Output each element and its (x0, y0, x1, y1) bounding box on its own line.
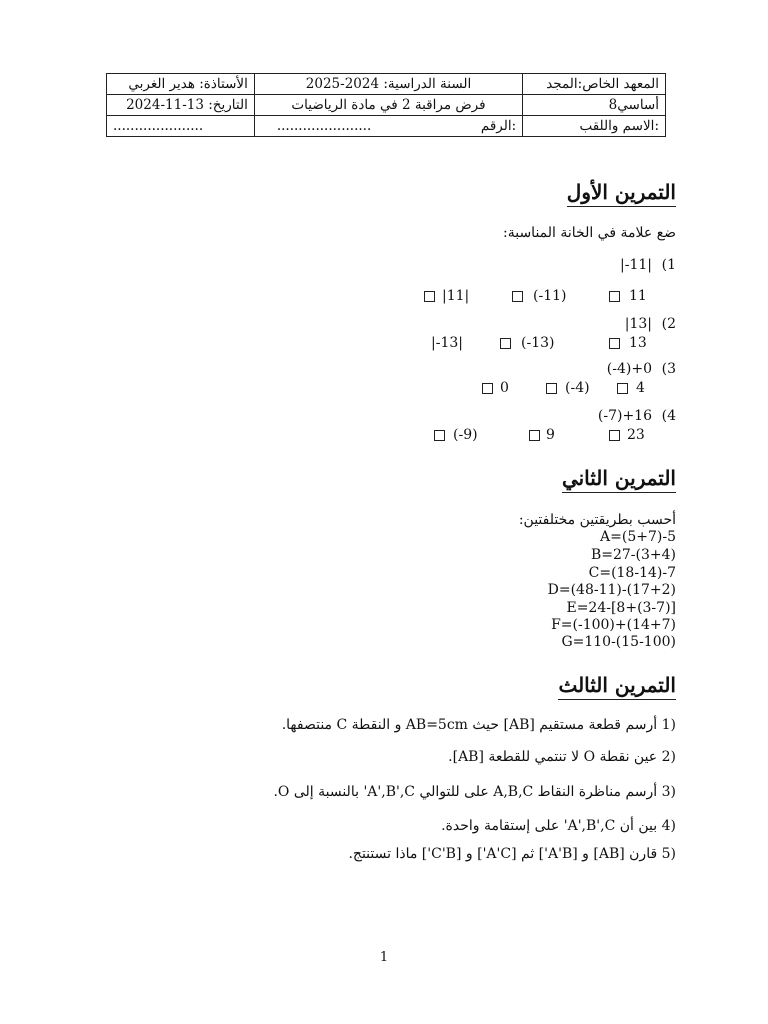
teacher: الأستاذة: هدير الغربي (107, 74, 255, 95)
checkbox[interactable] (500, 338, 511, 349)
equation-d: D=(48-11)-(17+2) (547, 582, 676, 598)
checkbox[interactable] (482, 383, 493, 394)
q4-expression: (-7)+16 (597, 408, 652, 424)
ex3-item-1-number: (1 (661, 717, 676, 733)
checkbox[interactable] (546, 383, 557, 394)
number-label: الرقم: (480, 118, 517, 134)
ex3-item-3-text: أرسم مناظرة النقاط A,B,C على للتوالي A',B',C' بالنسبة إلى O. (273, 784, 658, 800)
q3-option-1: 4 (636, 380, 645, 396)
q4-number: (4 (661, 408, 676, 424)
q2-expression: |13| (624, 316, 652, 332)
checkbox[interactable] (609, 338, 620, 349)
equation-e: E=24-[8+(3-7)] (566, 600, 676, 616)
equation-a: A=(5+7)-5 (600, 529, 676, 545)
ex3-item-4-number: (4 (661, 818, 676, 834)
school-name: المعهد الخاص:المجد (523, 74, 666, 95)
q2-option-2: (-13) (521, 335, 555, 351)
q4-option-1: 23 (627, 427, 645, 443)
ex3-item-5-text: قارن [AB] و [A'B'] ثم [A'C'] و [C'B'] ماذا تستنتج. (348, 846, 658, 862)
q2-number: (2 (661, 316, 676, 332)
checkbox[interactable] (609, 430, 620, 441)
test-title: فرض مراقبة 2 في مادة الرياضيات (254, 95, 522, 116)
q1-option-1: 11 (629, 288, 647, 304)
ex3-item-4-text: بين أن A',B',C' على إستقامة واحدة. (441, 818, 658, 834)
ex3-item-5-number: (5 (661, 846, 676, 862)
name-label: الاسم واللقب: (523, 116, 666, 137)
q4-option-3: (-9) (453, 427, 478, 443)
ex1-instruction: ضع علامة في الخانة المناسبة: (503, 225, 676, 241)
equation-f: F=(-100)+(14+7) (551, 617, 676, 633)
q3-option-3: 0 (500, 380, 509, 396)
q3-number: (3 (661, 361, 676, 377)
equation-g: G=110-(15-100) (561, 634, 676, 650)
ex3-title: التمرين الثالث (558, 673, 676, 700)
ex3-item-4 (441, 818, 676, 834)
checkbox[interactable] (529, 430, 540, 441)
ex3-item-3 (273, 784, 676, 800)
school-year: السنة الدراسية: 2024-2025 (254, 74, 522, 95)
ex3-item-3-number: (3 (661, 784, 676, 800)
ex3-item-2-number: (2 (661, 749, 676, 765)
header-table (106, 73, 666, 137)
ex1-title: التمرين الأول (567, 180, 676, 207)
q2-option-1: 13 (629, 335, 647, 351)
q1-option-2: (-11) (533, 288, 567, 304)
q1-option-3: |11| (442, 288, 470, 304)
checkbox[interactable] (617, 383, 628, 394)
checkbox[interactable] (434, 430, 445, 441)
q1-expression: |-11| (620, 257, 652, 273)
q1-number: (1 (661, 257, 676, 273)
page-number: 1 (379, 950, 389, 965)
ex3-item-1 (282, 717, 676, 733)
name-dots: ...................... (276, 118, 372, 134)
q4-option-2: 9 (546, 427, 555, 443)
equation-c: C=(18-14)-7 (588, 565, 676, 581)
q3-expression: (-4)+0 (606, 361, 652, 377)
number-dots: ..................... (107, 116, 255, 137)
ex3-item-2-text: عين نقطة O لا تنتمي للقطعة [AB]. (448, 749, 658, 765)
ex3-item-5 (348, 846, 676, 862)
ex3-item-2 (448, 749, 676, 765)
ex2-title: التمرين الثاني (562, 466, 676, 493)
q3-option-2: (-4) (565, 380, 590, 396)
name-number-cell (254, 116, 522, 137)
ex3-item-1-text: أرسم قطعة مستقيم [AB] حيث AB=5cm و النقطة C منتصفها. (281, 717, 658, 733)
date: التاريخ: 13-11-2024 (107, 95, 255, 116)
level: 8أساسي (523, 95, 666, 116)
checkbox[interactable] (609, 291, 620, 302)
checkbox[interactable] (512, 291, 523, 302)
equation-b: B=27-(3+4) (590, 547, 676, 563)
checkbox[interactable] (424, 291, 435, 302)
q2-option-3: |-13| (431, 335, 463, 351)
ex2-instruction: أحسب بطريقتين مختلفتين: (518, 512, 676, 528)
